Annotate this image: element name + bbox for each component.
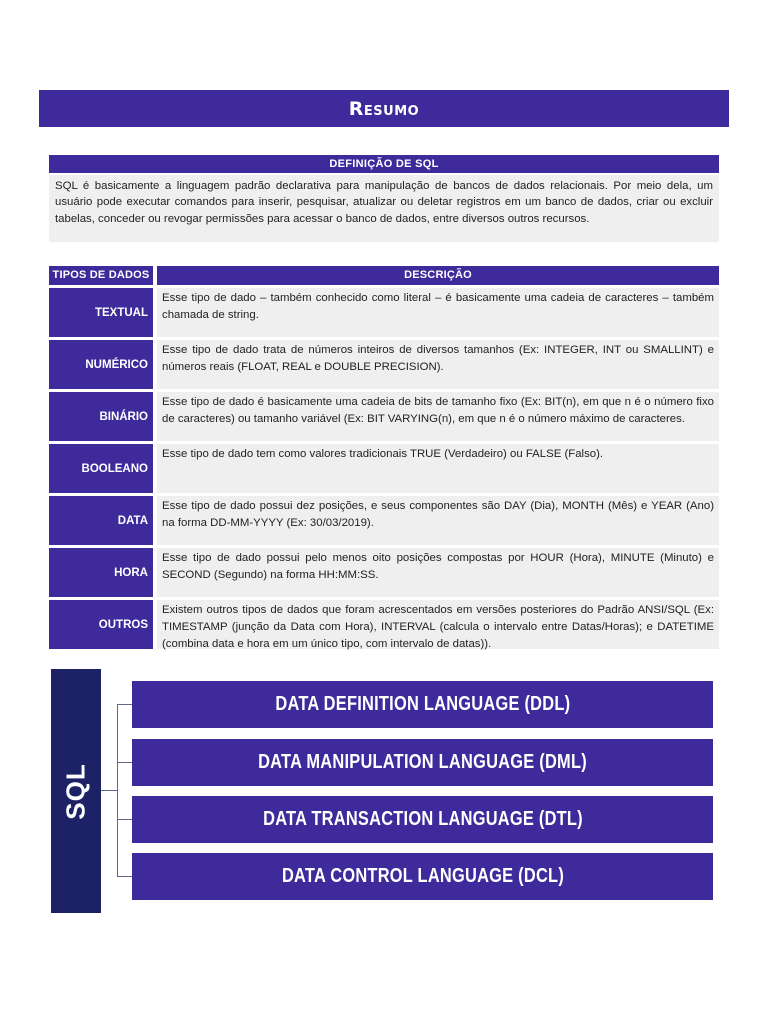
types-column-header: TIPOS DE DADOS xyxy=(49,266,153,285)
type-desc-numerico: Esse tipo de dado trata de números inteiros de diversos tamanhos (Ex: INTEGER, INT ou SMALLINT) e números reais (FLOAT, REAL e DOUBLE PRECISION). xyxy=(157,340,719,389)
connector-ddl xyxy=(117,704,132,705)
type-desc-binario: Esse tipo de dado é basicamente uma cadeia de bits de tamanho fixo (Ex: BIT(n), em que n é o número fixo de caracteres) ou tamanho variável (Ex: BIT VARYING(n), em que n é o número máximo de caracteres. xyxy=(157,392,719,441)
type-desc-outros: Existem outros tipos de dados que foram acrescentados em versões posteriores do Padrão ANSI/SQL (Ex: TIMESTAMP (junção da Data com Hora), INTERVAL (calcula o intervalo entre Datas/Horas); e DATETIME (combina data e hora em um único tipo, com intervalo de datas)). xyxy=(157,600,719,649)
page-title: Resumo xyxy=(39,90,729,127)
description-column-header: DESCRIÇÃO xyxy=(157,266,719,285)
ddl-box xyxy=(132,681,713,728)
type-desc-textual: Esse tipo de dado – também conhecido como literal – é basicamente uma cadeia de caracteres – também chamada de string. xyxy=(157,288,719,337)
type-name-textual: TEXTUAL xyxy=(49,288,153,337)
type-name-numerico: NUMÉRICO xyxy=(49,340,153,389)
connector-root xyxy=(101,790,118,791)
type-name-booleano: BOOLEANO xyxy=(49,444,153,493)
connector-dml xyxy=(117,762,132,763)
definition-header: DEFINIÇÃO DE SQL xyxy=(49,155,719,173)
connector-dcl xyxy=(117,876,132,877)
sql-root-label: SQL xyxy=(60,762,91,820)
connector-dtl xyxy=(117,819,132,820)
type-name-hora: HORA xyxy=(49,548,153,597)
dml-label: DATA MANIPULATION LANGUAGE (DML) xyxy=(258,751,587,773)
type-desc-data: Esse tipo de dado possui dez posições, e seus componentes são DAY (Dia), MONTH (Mês) e YEAR (Ano) na forma DD-MM-YYYY (Ex: 30/03/2019). xyxy=(157,496,719,545)
type-name-outros: OUTROS xyxy=(49,600,153,649)
ddl-label: DATA DEFINITION LANGUAGE (DDL) xyxy=(275,693,570,715)
type-desc-booleano: Esse tipo de dado tem como valores tradicionais TRUE (Verdadeiro) ou FALSE (Falso). xyxy=(157,444,719,493)
type-desc-hora: Esse tipo de dado possui pelo menos oito posições compostas por HOUR (Hora), MINUTE (Minuto) e SECOND (Segundo) na forma HH:MM:SS. xyxy=(157,548,719,597)
dcl-box xyxy=(132,853,713,900)
dml-box xyxy=(132,739,713,786)
dtl-box xyxy=(132,796,713,843)
dcl-label: DATA CONTROL LANGUAGE (DCL) xyxy=(281,865,564,887)
type-name-binario: BINÁRIO xyxy=(49,392,153,441)
connector-vertical xyxy=(117,704,118,877)
type-name-data: DATA xyxy=(49,496,153,545)
sql-root-block xyxy=(51,669,101,913)
dtl-label: DATA TRANSACTION LANGUAGE (DTL) xyxy=(262,808,583,830)
definition-text: SQL é basicamente a linguagem padrão declarativa para manipulação de bancos de dados relacionais. Por meio dela, um usuário pode executar comandos para inserir, pesquisar, atualizar ou deletar registros em um banco de dados, criar ou excluir tabelas, conceder ou revogar permissões para acessar o banco de dados, entre diversos outros recursos. xyxy=(49,175,719,242)
